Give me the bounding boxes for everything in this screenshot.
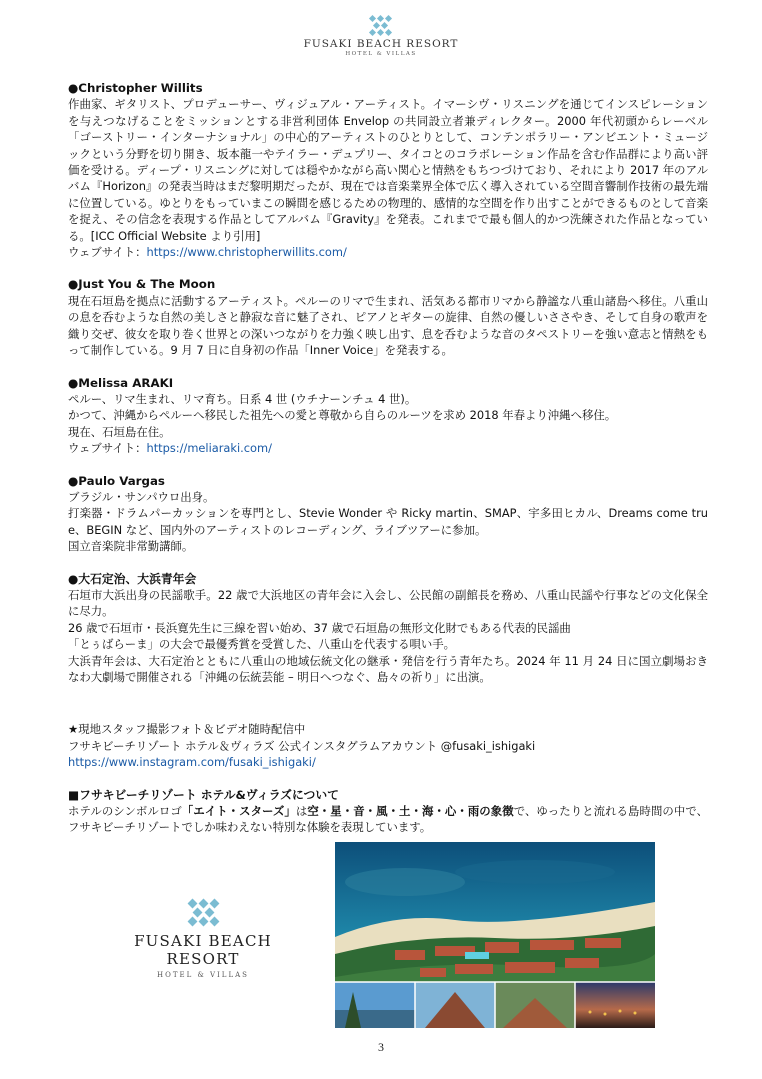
section-title: ●Christopher Willits <box>68 81 203 95</box>
document-body <box>68 80 708 852</box>
eight-stars-icon <box>186 898 220 928</box>
about-text-post: で、ゆったりと流れる島時間の中で、フサキビーチリゾートでしか味わえない特別な体験を表現しています。 <box>68 804 708 835</box>
bio-line: 大浜青年会は、大石定治とともに八重山の地域伝統文化の継承・発信を行う青年たち。2024 年 11 月 24 日に国立劇場おきなわ大劇場で開催される「沖縄の伝統芸能 – 明日へつなぐ、島々の祈り」に出演。 <box>68 653 708 684</box>
website-line <box>68 244 708 260</box>
section-about-hotel <box>68 787 708 836</box>
section-christopher-willits <box>68 80 708 260</box>
website-link[interactable]: https://meliaraki.com/ <box>146 441 272 456</box>
website-link[interactable]: https://www.christopherwillits.com/ <box>146 245 347 260</box>
staff-line: フサキビーチリゾート ホテル＆ヴィラズ 公式インスタグラムアカウント @fusaki_ishigaki <box>68 738 536 753</box>
section-title: ■フサキビーチリゾート ホテル&ヴィラズについて <box>68 787 339 802</box>
website-label: ウェブサイト： <box>68 245 147 260</box>
header-brand-sub: HOTEL & VILLAS <box>345 51 417 57</box>
staff-line: ★現地スタッフ撮影フォト＆ビデオ随時配信中 <box>68 722 306 737</box>
bio-line: 現在、石垣島在住。 <box>68 424 171 439</box>
about-text-mid: は <box>295 804 308 819</box>
section-melissa-araki <box>68 375 708 457</box>
artist-bio: 作曲家、ギタリスト、プロデューサー、ヴィジュアル・アーティスト。イマーシヴ・リスニングを通じてインスピレーションを与えつなげることをミッションとする非営利団体 Envelop の共同設立者兼ディレクター。2000 年代初頭からレーベル「ゴーストリー・インターナショナル」の中心的アーティストのひとりとして、コンテンポラリー・アンビエント・ミュージックという分野を切り開き、坂本龍一やテイラー・デュプリー、タイコとのコラボレーション作品を含む作品群により高い評価を受ける。ディープ・リスニングに対しては穏やかながら高い関心と情熱をもちつづけており、それにより 2017 年のアルバム『Horizon』の発表当時はまだ黎明期だったが、現在では音楽業界全体で広く導入されている空間音響制作技術の最先端に位置している。ゆとりをもっていまこの瞬間を感じるための物理的、感情的な空間を作り出すことができるものとして音楽を捉え、その信念を表現する作品としてアルバム『Gravity』を発表。これまでで最も個人的かつ洗練された作品となっている。[ICC Official Website より引用] <box>68 97 708 243</box>
section-paulo-vargas <box>68 473 708 555</box>
header-brand: FUSAKI BEACH RESORT <box>303 38 459 50</box>
bio-line: 石垣市大浜出身の民謡歌手。22 歳で大浜地区の青年会に入会し、公民館の副館長を務め、八重山民謡や行事などの文化保全に尽力。 <box>68 587 708 619</box>
bio-line: 「とぅばらーま」の大会で最優秀賞を受賞した、八重山を代表する唄い手。 <box>68 637 456 652</box>
website-label: ウェブサイト： <box>68 441 147 456</box>
resort-aerial-photo <box>335 842 655 1028</box>
section-title: ●Just You & The Moon <box>68 277 216 292</box>
section-staff-instagram <box>68 721 708 770</box>
bio-line: 打楽器・ドラムパーカッションを専門とし、Stevie Wonder や Ricky martin、SMAP、宇多田ヒカル、Dreams come true、BEGIN など、国内外のアーティストのレコーディング、ライブツアーに参加。 <box>68 506 708 537</box>
bio-line: 国立音楽院非常勤講師。 <box>68 539 194 554</box>
section-title: ●Paulo Vargas <box>68 473 165 488</box>
bio-line: ペルー、リマ生まれ、リマ育ち。日系 4 世 (ウチナーンチュ 4 世)。 <box>68 391 417 406</box>
about-text-bold: 「エイト・スターズ」 <box>181 804 296 819</box>
eight-stars-icon <box>366 14 396 36</box>
instagram-link[interactable]: https://www.instagram.com/fusaki_ishigaki/ <box>68 755 316 770</box>
artist-bio: 現在石垣島を拠点に活動するアーティスト。ペルーのリマで生まれ、活気ある都市リマから静謐な八重山諸島へ移住。八重山の息を呑むような自然の美しさと静寂な音に魅了され、ピアノとギターの旋律、自然の優しいささやき、そして自身の歌声を織り交ぜ、彼女を取り巻く世界との深いつながりを力強く映し出す、息を呑むような音のタペストリーを強い意志と情熱をもって制作している。9 月 7 日に自身初の作品「Inner Voice」を発表する。 <box>68 293 708 358</box>
section-title: ●Melissa ARAKI <box>68 375 174 390</box>
section-just-you-the-moon <box>68 276 708 358</box>
website-line <box>68 440 708 456</box>
about-text-bold: 空・星・音・風・土・海・心・雨の象徴 <box>307 804 514 819</box>
page-number: 3 <box>378 1040 384 1054</box>
header-logo <box>0 14 762 57</box>
section-oishi-ohama <box>68 571 708 686</box>
bio-line: かつて、沖縄からペルーへ移民した祖先への愛と尊敬から自らのルーツを求め 2018 年春より沖縄へ移住。 <box>68 408 617 423</box>
bio-line: ブラジル・サンパウロ出身。 <box>68 489 215 504</box>
about-text <box>68 803 708 836</box>
footer-brand: FUSAKI BEACH RESORT <box>134 932 272 968</box>
section-title: ●大石定治、大浜青年会 <box>68 571 197 586</box>
footer-brand-sub: HOTEL & VILLAS <box>157 971 249 979</box>
about-text-pre: ホテルのシンボルロゴ <box>68 804 182 819</box>
bio-line: 26 歳で石垣市・長浜寛先生に三線を習い始め、37 歳で石垣島の無形文化財でもある代表的民謡曲 <box>68 620 571 635</box>
footer-logo <box>98 898 308 979</box>
